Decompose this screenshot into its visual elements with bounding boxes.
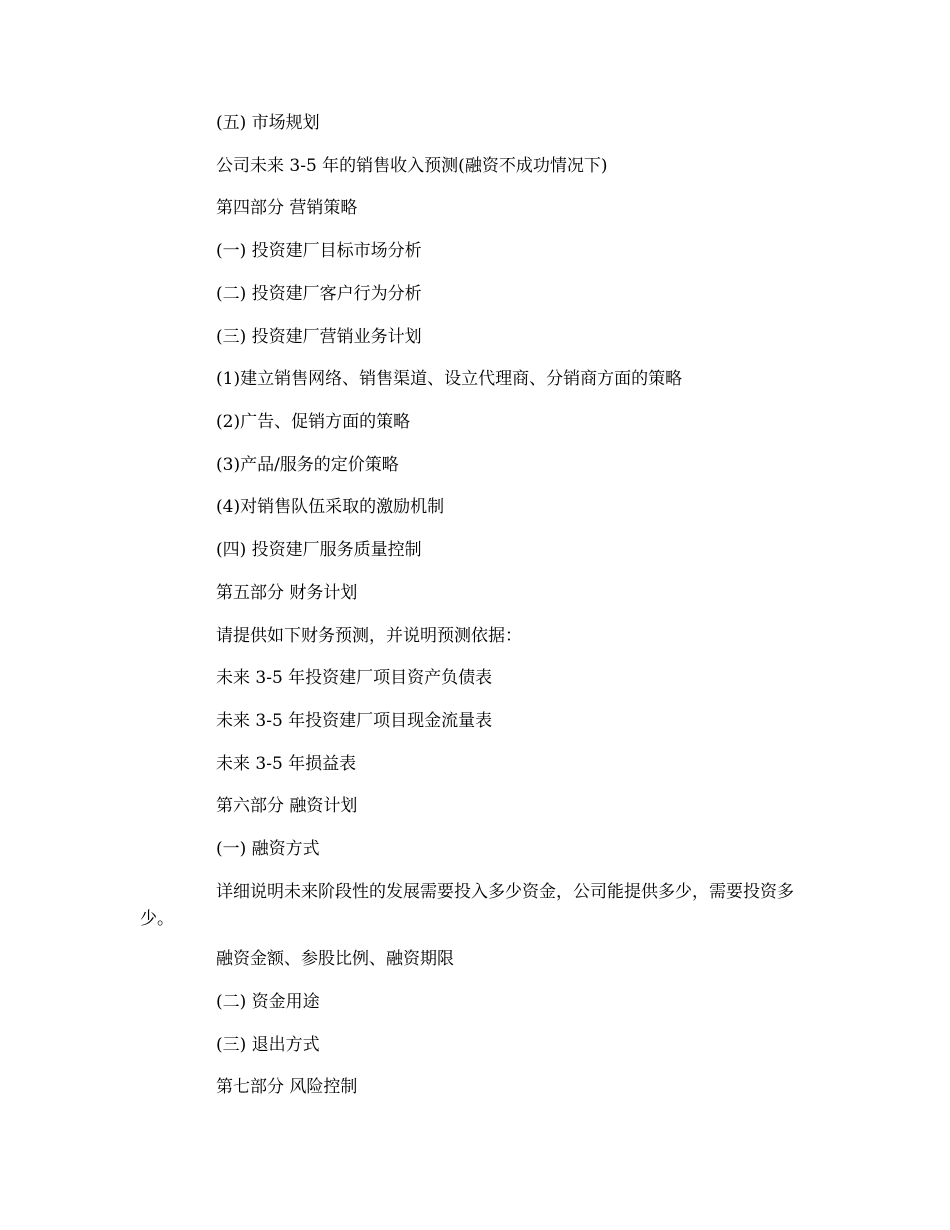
list-item-pricing: (3)产品/服务的定价策略 bbox=[216, 455, 399, 475]
paragraph-funding-needs: 详细说明未来阶段性的发展需要投入多少资金，公司能提供多少，需要投资多少。 bbox=[140, 882, 794, 929]
list-item-advertising: (2)广告、促销方面的策略 bbox=[216, 412, 411, 432]
part-heading-financing-plan: 第六部分 融资计划 bbox=[216, 796, 358, 816]
part-heading-marketing-strategy: 第四部分 营销策略 bbox=[216, 198, 358, 218]
text-line-sales-forecast: 公司未来 3-5 年的销售收入预测(融资不成功情况下) bbox=[216, 156, 608, 176]
text-line-balance-sheet: 未来 3-5 年投资建厂项目资产负债表 bbox=[216, 668, 493, 688]
part-heading-financial-plan: 第五部分 财务计划 bbox=[216, 583, 358, 603]
list-item-sales-network: (1)建立销售网络、销售渠道、设立代理商、分销商方面的策略 bbox=[216, 369, 683, 389]
text-line-income-statement: 未来 3-5 年损益表 bbox=[216, 754, 357, 774]
subsection-customer-behavior: (二) 投资建厂客户行为分析 bbox=[216, 284, 422, 304]
section-heading-market-planning: (五) 市场规划 bbox=[216, 113, 320, 133]
text-line-cash-flow: 未来 3-5 年投资建厂项目现金流量表 bbox=[216, 711, 493, 731]
subsection-exit-method: (三) 退出方式 bbox=[216, 1035, 320, 1055]
text-line-financing-terms: 融资金额、参股比例、融资期限 bbox=[216, 949, 454, 969]
subsection-target-market: (一) 投资建厂目标市场分析 bbox=[216, 241, 422, 261]
subsection-financing-method: (一) 融资方式 bbox=[216, 839, 320, 859]
text-line-forecast-request: 请提供如下财务预测，并说明预测依据： bbox=[216, 626, 522, 646]
part-heading-risk-control: 第七部分 风险控制 bbox=[216, 1077, 358, 1097]
subsection-service-quality: (四) 投资建厂服务质量控制 bbox=[216, 540, 422, 560]
list-item-incentives: (4)对销售队伍采取的激励机制 bbox=[216, 497, 445, 517]
subsection-marketing-plan: (三) 投资建厂营销业务计划 bbox=[216, 327, 422, 347]
subsection-fund-usage: (二) 资金用途 bbox=[216, 992, 320, 1012]
